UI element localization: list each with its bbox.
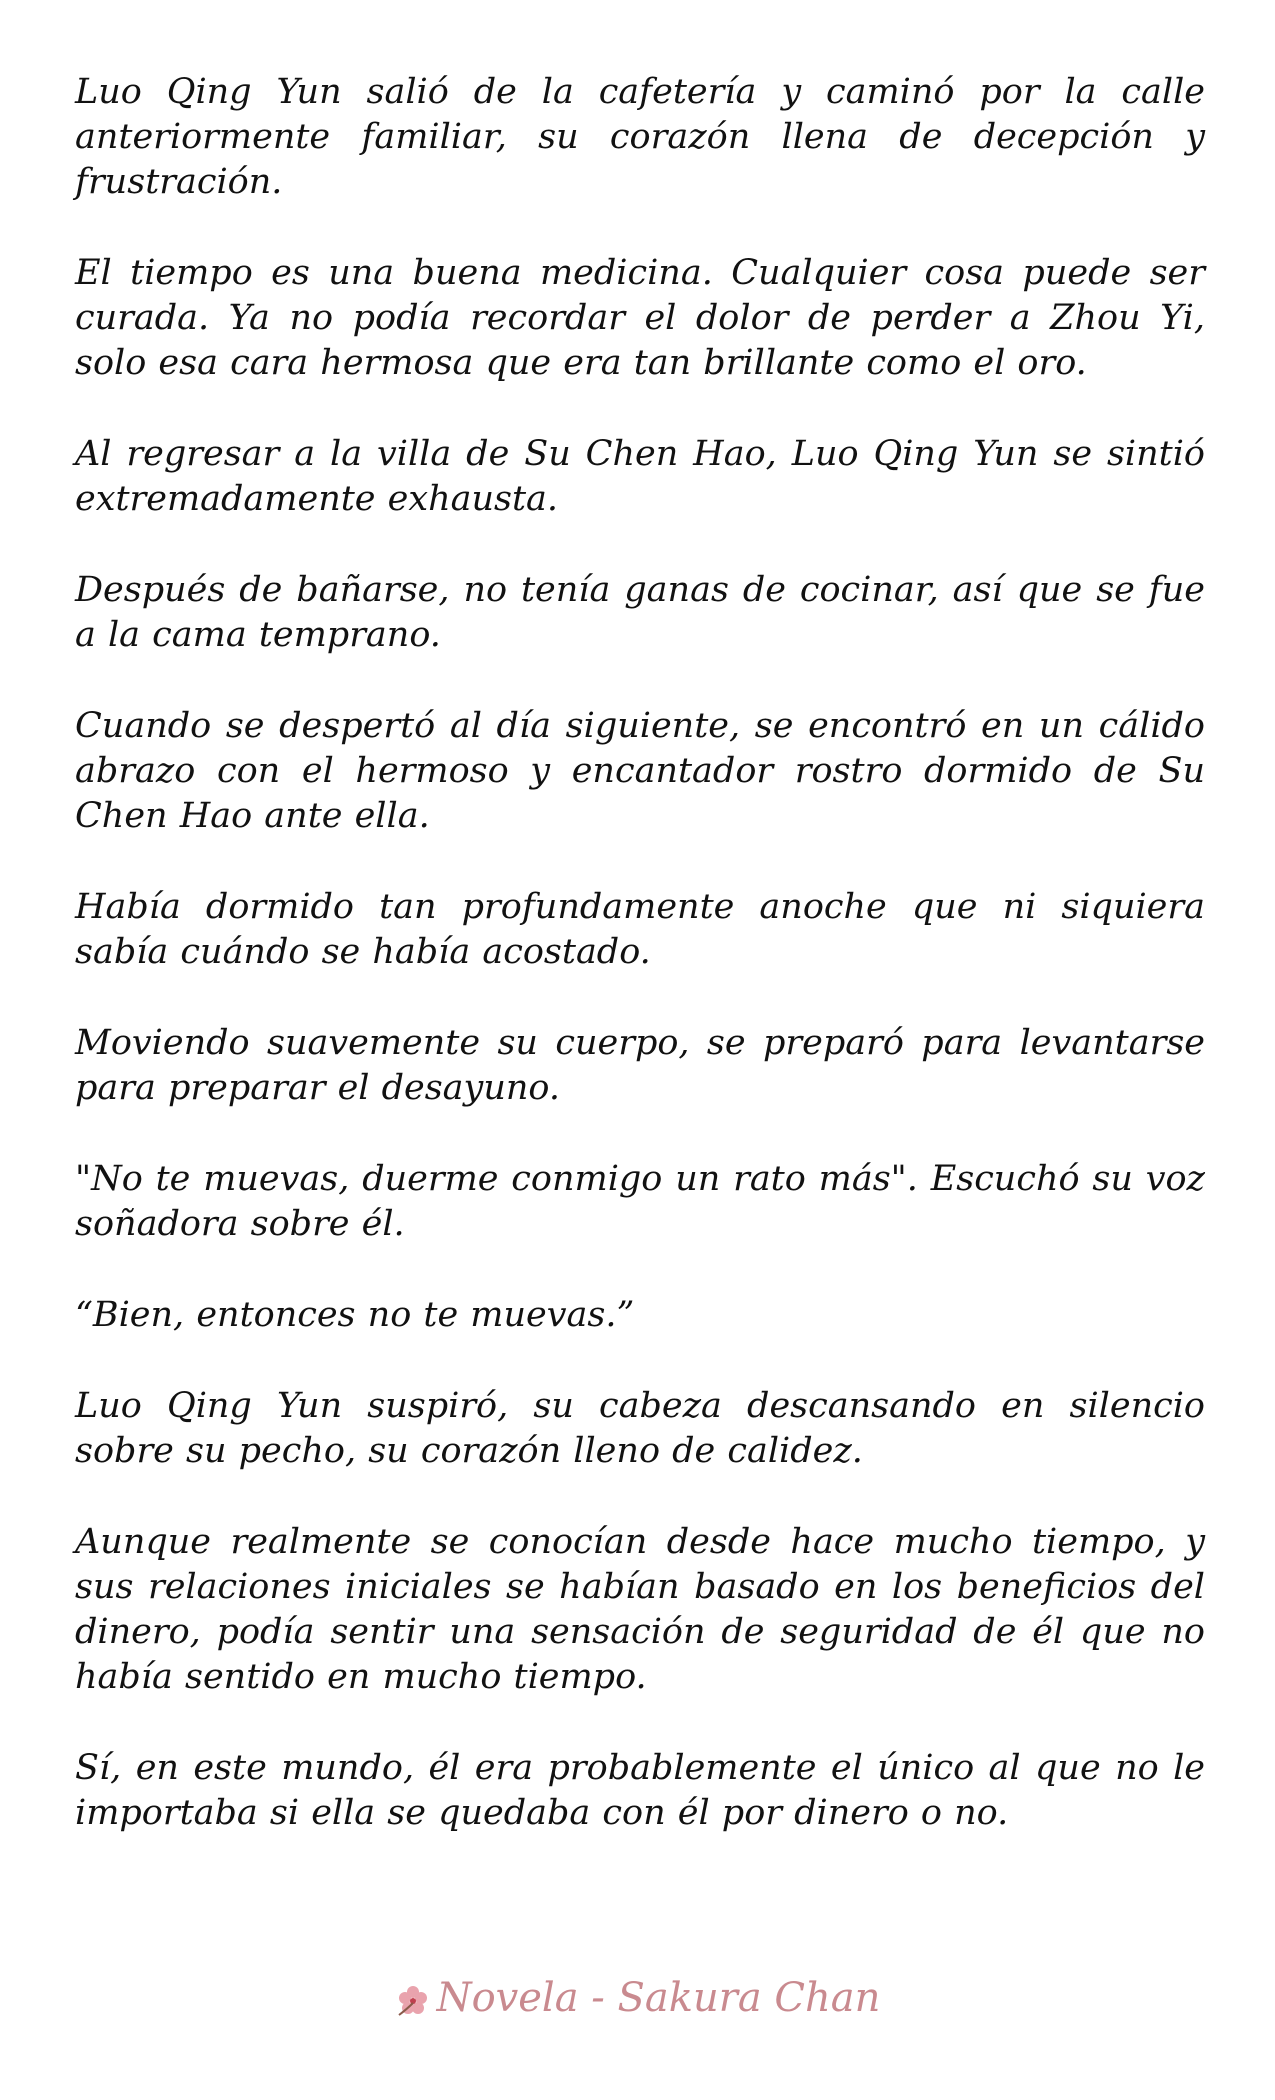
footer-label: Novela - Sakura Chan xyxy=(436,1975,881,2021)
paragraph-10: Luo Qing Yun suspiró, su cabeza descansando en silencio sobre su pecho, su corazón lleno de calidez. xyxy=(75,1386,1205,1471)
paragraph-6: Había dormido tan profundamente anoche que ni siquiera sabía cuándo se había acostado. xyxy=(75,887,1205,972)
paragraph-7: Moviendo suavemente su cuerpo, se preparó para levantarse para preparar el desayuno. xyxy=(75,1023,1205,1108)
sakura-flower-icon xyxy=(395,1983,431,2019)
paragraph-3: Al regresar a la villa de Su Chen Hao, Luo Qing Yun se sintió extremadamente exhausta. xyxy=(75,434,1205,519)
paragraph-9: “Bien, entonces no te muevas.” xyxy=(75,1295,635,1335)
document-body xyxy=(75,70,1205,1882)
footer-watermark xyxy=(0,1975,1275,2021)
paragraph-12: Sí, en este mundo, él era probablemente el único al que no le importaba si ella se quedaba con él por dinero o no. xyxy=(75,1748,1205,1833)
paragraph-4: Después de bañarse, no tenía ganas de cocinar, así que se fue a la cama temprano. xyxy=(75,570,1205,655)
paragraph-8: "No te muevas, duerme conmigo un rato más". Escuchó su voz soñadora sobre él. xyxy=(75,1159,1205,1244)
paragraph-5: Cuando se despertó al día siguiente, se encontró en un cálido abrazo con el hermoso y encantador rostro dormido de Su Chen Hao ante ella. xyxy=(75,706,1205,836)
paragraph-11: Aunque realmente se conocían desde hace mucho tiempo, y sus relaciones iniciales se habían basado en los beneficios del dinero, podía sentir una sensación de seguridad de él que no había sentido en mucho tiempo. xyxy=(75,1522,1205,1697)
paragraph-1: Luo Qing Yun salió de la cafetería y caminó por la calle anteriormente familiar, su corazón llena de decepción y frustración. xyxy=(75,72,1205,202)
paragraph-2: El tiempo es una buena medicina. Cualquier cosa puede ser curada. Ya no podía recordar el dolor de perder a Zhou Yi, solo esa cara hermosa que era tan brillante como el oro. xyxy=(75,253,1205,383)
